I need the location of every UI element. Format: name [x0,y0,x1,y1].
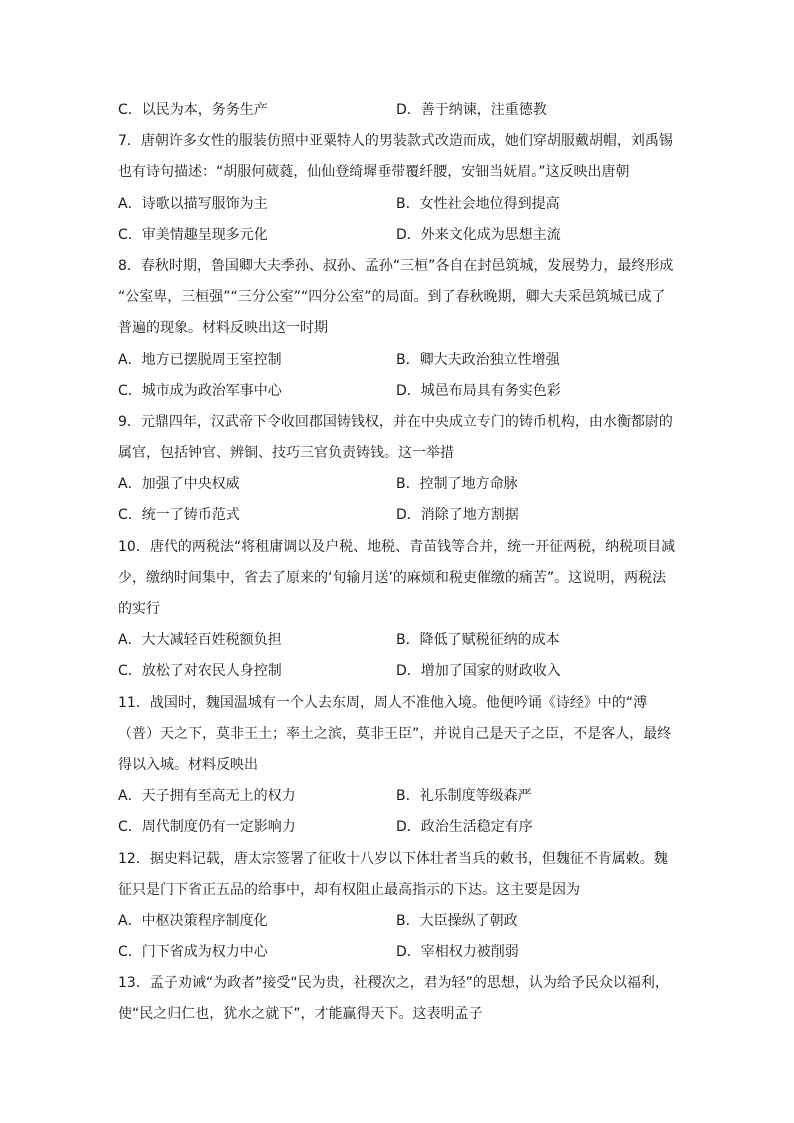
question-13-stem-line-2: 使“民之归仁也，犹水之就下”，才能赢得天下。这表明孟子 [118,1006,483,1023]
option-a: A．中枢决策程序制度化 [118,912,268,929]
option-row [118,100,678,131]
option-b: B．控制了地方命脉 [396,476,518,493]
option-a: A．天子拥有至高无上的权力 [118,788,296,805]
option-c: C．统一了铸币范式 [118,507,240,524]
option-d: D．外来文化成为思想主流 [396,226,561,243]
question-9-stem-line-2: 属官，包括钟官、辨铜、技巧三官负责铸钱。这一举措 [118,445,454,462]
option-d: D．政治生活稳定有序 [396,819,533,836]
question-11-stem-line-3: 得以入城。材料反映出 [118,756,258,773]
question-13-stem-line-1: 13．孟子劝诫“为政者”接受“民为贵，社稷次之，君为轻”的思想，认为给予民众以福利， [118,975,669,992]
option-c: C．以民为本，务务生产 [118,102,268,118]
option-b: B．大臣操纵了朝政 [396,912,518,929]
option-b: B．女性社会地位得到提高 [396,195,560,212]
option-d: D．增加了国家的财政收入 [396,663,561,680]
question-10-stem-line-1: 10．唐代的两税法“将租庸调以及户税、地税、青苗钱等合并，统一开征两税，纳税项目减 [118,538,676,555]
option-b: B．礼乐制度等级森严 [396,788,532,805]
option-row [118,630,678,661]
question-10-stem-line-2: 少，缴纳时间集中，省去了原来的‘旬输月送’的麻烦和税吏催缴的痛苦”。这说明，两税法 [118,569,667,586]
option-d: D．消除了地方割据 [396,507,519,524]
option-c: C．城市成为政治军事中心 [118,382,282,399]
option-row [118,225,678,256]
option-a: A．加强了中央权威 [118,476,240,493]
option-a: A．诗歌以描写服饰为主 [118,195,268,212]
question-7-stem-line-2: 也有诗句描述：“胡服何葳蕤，仙仙登绮墀垂带覆纤腰，安钿当妩眉。”这反映出唐朝 [118,164,630,181]
option-c: C．门下省成为权力中心 [118,944,268,961]
option-row [118,786,678,817]
option-b: B．降低了赋税征纳的成本 [396,632,560,649]
question-8-stem-line-1: 8．春秋时期，鲁国卿大夫季孙、叔孙、孟孙“三桓”各自在封邑筑城，发展势力，最终形成 [118,257,674,274]
option-row [118,661,678,692]
option-d: D．宰相权力被削弱 [396,944,519,961]
question-9-stem-line-1: 9．元鼎四年，汉武帝下令收回郡国铸钱权，并在中央成立专门的铸币机构，由水衡都尉的 [118,413,673,430]
option-row [118,505,678,536]
question-7-stem-line-1: 7．唐朝许多女性的服装仿照中亚粟特人的男装款式改造而成，她们穿胡服戴胡帽，刘禹锡 [118,133,673,150]
option-c: C．审美情趣呈现多元化 [118,226,268,243]
option-b: B．卿大夫政治独立性增强 [396,351,560,368]
option-d: D．善于纳谏，注重德教 [396,102,547,118]
option-d: D．城邑布局具有务实色彩 [396,382,561,399]
option-c: C．周代制度仍有一定影响力 [118,819,296,836]
question-8-stem-line-3: 普遍的现象。材料反映出这一时期 [118,320,328,337]
question-10-stem-line-3: 的实行 [118,601,160,617]
option-a: A．大大减轻百姓税额负担 [118,632,282,649]
option-row [118,911,678,942]
question-12-stem-line-1: 12．据史料记载，唐太宗签署了征收十八岁以下体壮者当兵的敕书，但魏征不肯属敕。魏 [118,850,668,867]
question-11-stem-line-1: 11．战国时，魏国温城有一个人去东周，周人不准他入境。他便吟诵《诗经》中的“溥 [118,694,648,711]
question-8-stem-line-2: “公室卑，三桓强”“三分公室”“四分公室”的局面。到了春秋晚期，卿大夫采邑筑城已成了 [118,289,666,306]
option-row [118,474,678,505]
option-row [118,817,678,848]
option-c: C．放松了对农民人身控制 [118,663,282,680]
option-a: A．地方已摆脱周王室控制 [118,351,282,368]
question-11-stem-line-2: （普）天之下，莫非王土；率土之滨，莫非王臣”，并说自己是天子之臣，不是客人，最终 [118,725,672,742]
option-row [118,942,678,973]
question-12-stem-line-2: 征只是门下省正五品的给事中，却有权阻止最高指示的下达。这主要是因为 [118,881,580,898]
option-row [118,194,678,225]
option-row [118,350,678,381]
option-row [118,381,678,412]
question-list [118,100,678,1036]
